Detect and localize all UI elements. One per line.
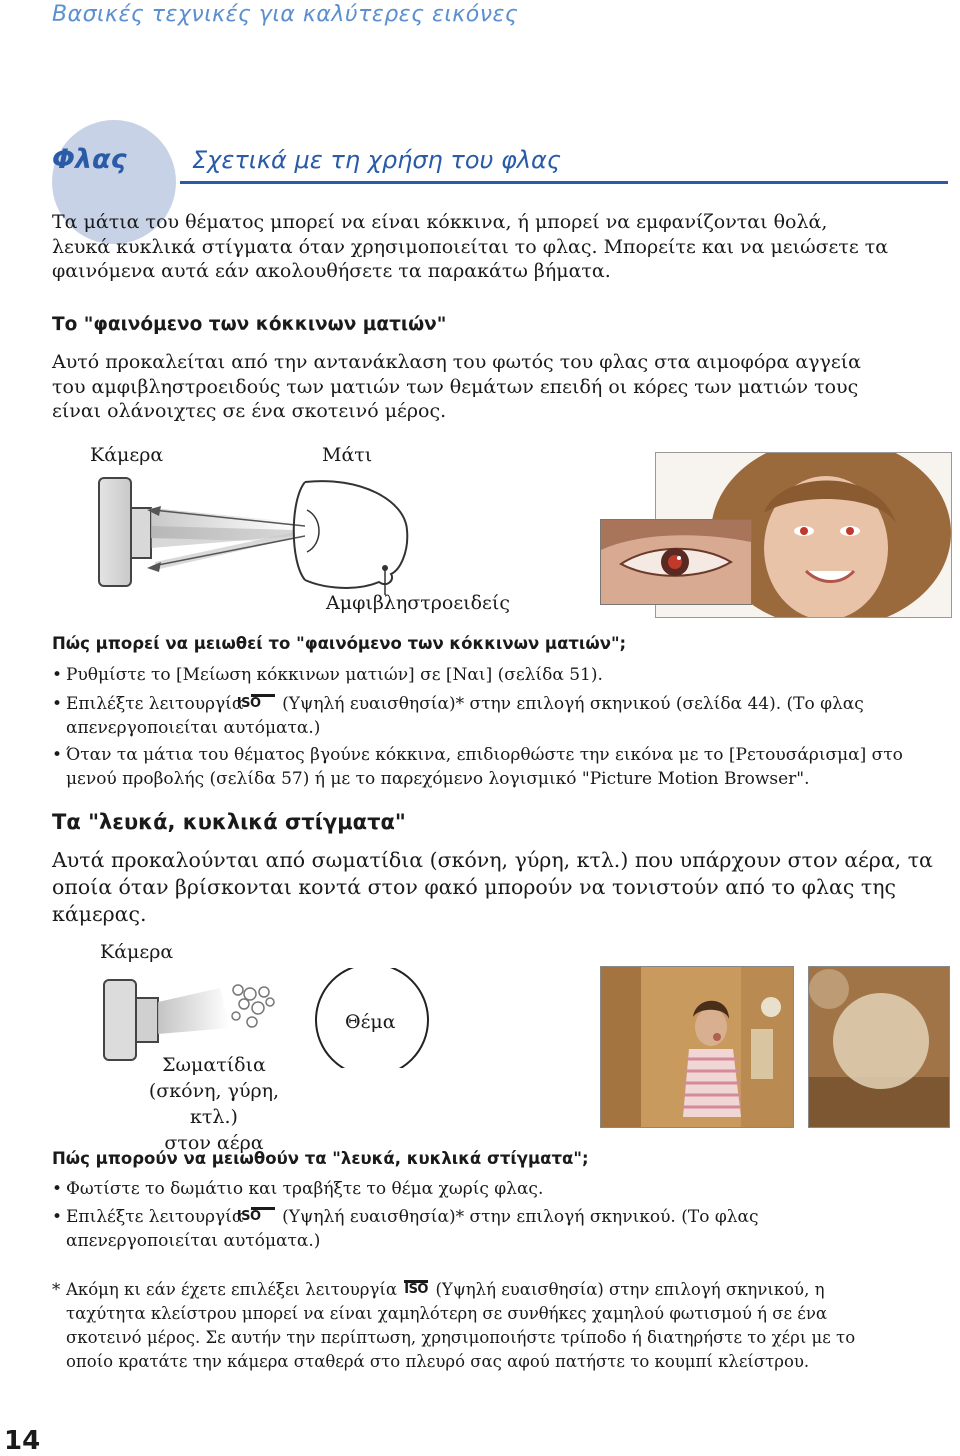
subject-label: Θέμα: [345, 1011, 396, 1033]
red-eye-bullet: [52, 743, 960, 791]
eyeball-icon: [305, 481, 407, 588]
page-number: 14: [4, 1426, 41, 1456]
red-eye-paragraph: [52, 350, 952, 424]
red-eye-closeup-photo: [600, 519, 752, 605]
intro-paragraph: [52, 210, 952, 284]
particles-label: [134, 1052, 294, 1156]
white-spots-girl-photo: [600, 966, 794, 1128]
white-spots-paragraph: [52, 847, 952, 928]
white-spots-heading: Τα "λευκά, κυκλικά στίγματα": [52, 810, 406, 834]
white-spots-bullet: [52, 1177, 960, 1201]
red-eye-how-heading: Πώς μπορεί να μειωθεί το "φαινόμενο των κόκκινων ματιών";: [52, 634, 627, 653]
intro-line: Τα μάτια του θέματος μπορεί να είναι κόκκινα, ή μπορεί να εμφανίζονται θολά,: [52, 211, 828, 233]
particles-label-line: (σκόνη, γύρη, κτλ.): [148, 1080, 280, 1128]
retina-label: Αμφιβληστροειδείς: [326, 592, 510, 614]
red-eye-line: είναι ολάνοιχτες σε ένα σκοτεινό μέρος.: [52, 400, 447, 422]
camera-body-icon: [99, 478, 131, 586]
white-spots-line: οποία όταν βρίσκονται κοντά στον φακό μπορούν να τονιστούν από το φλας της: [52, 875, 896, 899]
bullet-dot: •: [52, 745, 63, 765]
white-spots-bullet: [52, 1205, 960, 1253]
particles-label-line: Σωματίδια: [162, 1054, 266, 1076]
white-spots-closeup-photo: [808, 966, 950, 1128]
bullet-text: Φωτίστε το δωμάτιο και τραβήξτε το θέμα χωρίς φλας.: [66, 1179, 544, 1199]
red-eye-heading: Το "φαινόμενο των κόκκινων ματιών": [52, 314, 447, 335]
camera-lens-icon: [131, 508, 151, 558]
section-label: Φλας: [52, 144, 127, 175]
white-spots-how-heading: Πώς μπορούν να μειωθούν τα "λευκά, κυκλικά στίγματα";: [52, 1149, 589, 1168]
iso-high-sensitivity-icon: ISO: [404, 1282, 428, 1297]
bullet-text: απενεργοποιείται αυτόματα.): [66, 1231, 321, 1251]
bullet-text: Ρυθμίστε το [Μείωση κόκκινων ματιών] σε [Ναι] (σελίδα 51).: [66, 665, 603, 685]
camera-label: Κάμερα: [90, 444, 164, 466]
white-spots-line: Αυτά προκαλούνται από σωματίδια (σκόνη, γύρη, κτλ.) που υπάρχουν στον αέρα, τα: [52, 848, 933, 872]
bullet-dot: •: [52, 1179, 63, 1199]
footnote-text: σκοτεινό μέρος. Σε αυτήν την περίπτωση, χρησιμοποιήστε τρίποδο ή διατηρήστε το χέρι με το: [66, 1328, 856, 1347]
footnote-text: (Υψηλή ευαισθησία) στην επιλογή σκηνικού, η: [435, 1280, 825, 1299]
bullet-dot: •: [52, 665, 63, 685]
bullet-text: (Υψηλή ευαισθησία)* στην επιλογή σκηνικού (σελίδα 44). (Το φλας: [282, 694, 864, 714]
page-header-title: Βασικές τεχνικές για καλύτερες εικόνες: [52, 2, 519, 27]
red-eye-bullet: [52, 692, 960, 740]
particles-icon: [232, 985, 274, 1027]
bullet-dot: •: [52, 1207, 63, 1227]
bullet-text: (Υψηλή ευαισθησία)* στην επιλογή σκηνικού. (Το φλας: [282, 1207, 759, 1227]
red-eye-line: Αυτό προκαλείται από την αντανάκλαση του φωτός του φλας στα αιμοφόρα αγγεία: [52, 351, 861, 373]
bullet-dot: •: [52, 694, 63, 714]
camera-label-2: Κάμερα: [100, 941, 174, 963]
footnote-text: Ακόμη κι εάν έχετε επιλέξει λειτουργία: [66, 1280, 397, 1299]
bullet-text: Επιλέξτε λειτουργία: [66, 694, 244, 714]
bullet-text: Όταν τα μάτια του θέματος βγούνε κόκκινα, επιδιορθώστε την εικόνα με το [Ρετουσάρισμα] στο: [66, 745, 903, 765]
white-spots-line: κάμερας.: [52, 902, 147, 926]
iso-high-sensitivity-icon: ISO: [251, 694, 275, 711]
intro-line: λευκά κυκλικά στίγματα όταν χρησιμοποιείται το φλας. Μπορείτε και να μειώσετε τα: [52, 235, 889, 258]
footnote-text: ταχύτητα κλείστρου μπορεί να είναι χαμηλότερη σε συνθήκες χαμηλού φωτισμού ή σε ένα: [66, 1304, 828, 1323]
camera-body-icon: [104, 980, 136, 1060]
iso-high-sensitivity-icon: ISO: [251, 1207, 275, 1224]
red-eye-line: του αμφιβληστροειδούς των ματιών των θεμάτων επειδή οι κόρες των ματιών τους: [52, 375, 859, 398]
section-rule: [180, 181, 948, 184]
red-eye-bullet: [52, 663, 960, 687]
bullet-text: Επιλέξτε λειτουργία: [66, 1207, 244, 1227]
camera-lens-icon: [136, 998, 158, 1042]
section-title: Σχετικά με τη χρήση του φλας: [192, 146, 561, 174]
intro-line: φαινόμενα αυτά εάν ακολουθήσετε τα παρακάτω βήματα.: [52, 260, 611, 282]
bullet-text: μενού προβολής (σελίδα 57) ή με το παρεχόμενο λογισμικό "Picture Motion Browser".: [66, 769, 810, 789]
red-eye-diagram: [95, 470, 425, 595]
particles-label-line: στον αέρα: [164, 1132, 264, 1154]
footnote: [52, 1278, 946, 1374]
footnote-star: *: [52, 1280, 61, 1299]
eye-label: Μάτι: [322, 444, 373, 466]
footnote-text: οποίο κρατάτε την κάμερα σταθερά στο πλευρό σας αφού πατήστε το κουμπί κλείστρου.: [66, 1352, 810, 1371]
bullet-text: απενεργοποιείται αυτόματα.): [66, 718, 321, 738]
